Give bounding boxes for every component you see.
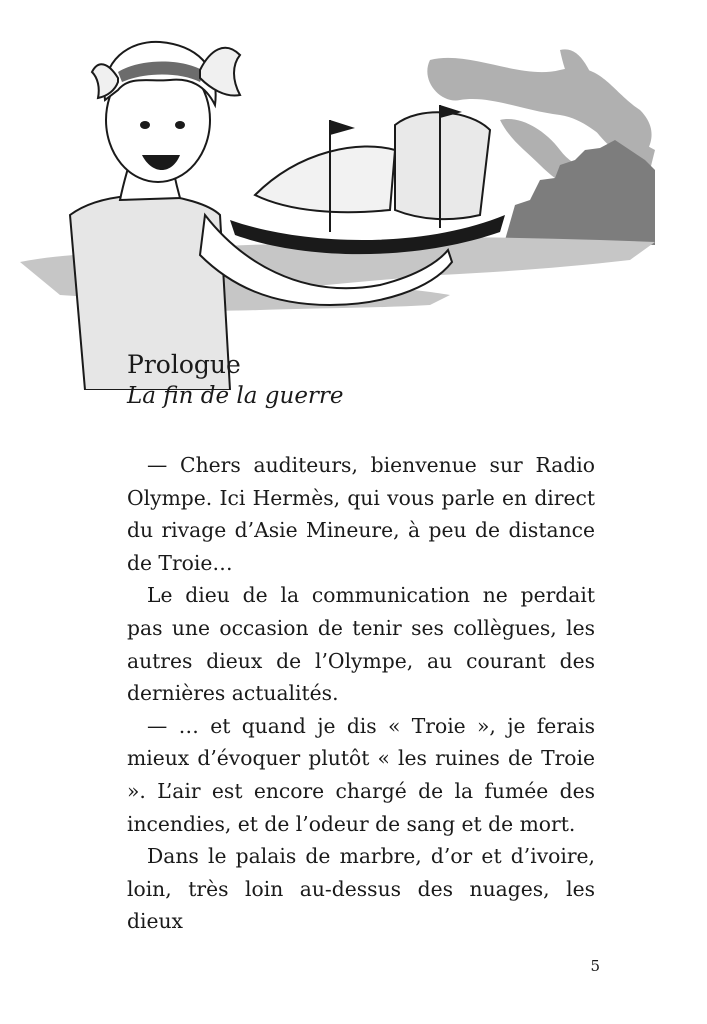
paragraph: — … et quand je dis « Troie », je ferais mieux d’évoquer plutôt « les ruines de Troie ». L’air est encore chargé de la fumée des incendies, et de l’odeur de sang et de mort. <box>127 713 595 836</box>
chapter-heading <box>127 348 587 411</box>
body-text <box>127 449 595 938</box>
paragraph: — Chers auditeurs, bienvenue sur Radio Olympe. Ici Hermès, qui vous parle en direct du rivage d’Asie Mineure, à peu de distance de Troie… <box>127 453 595 575</box>
chapter-title: Prologue <box>127 350 241 379</box>
page-number: 5 <box>590 957 600 975</box>
chapter-subtitle: La fin de la guerre <box>127 383 344 409</box>
burning-city <box>505 140 655 245</box>
paragraph: Le dieu de la communication ne perdait pas une occasion de tenir ses collègues, les autres dieux de l’Olympe, au courant des dernières actualités. <box>127 583 595 706</box>
greek-ships <box>230 105 505 254</box>
paragraph: Dans le palais de marbre, d’or et d’ivoire, loin, très loin au-dessus des nuages, les dieux <box>127 844 595 934</box>
hermes-troy-illustration <box>0 0 707 390</box>
hermes-figure <box>70 42 452 390</box>
